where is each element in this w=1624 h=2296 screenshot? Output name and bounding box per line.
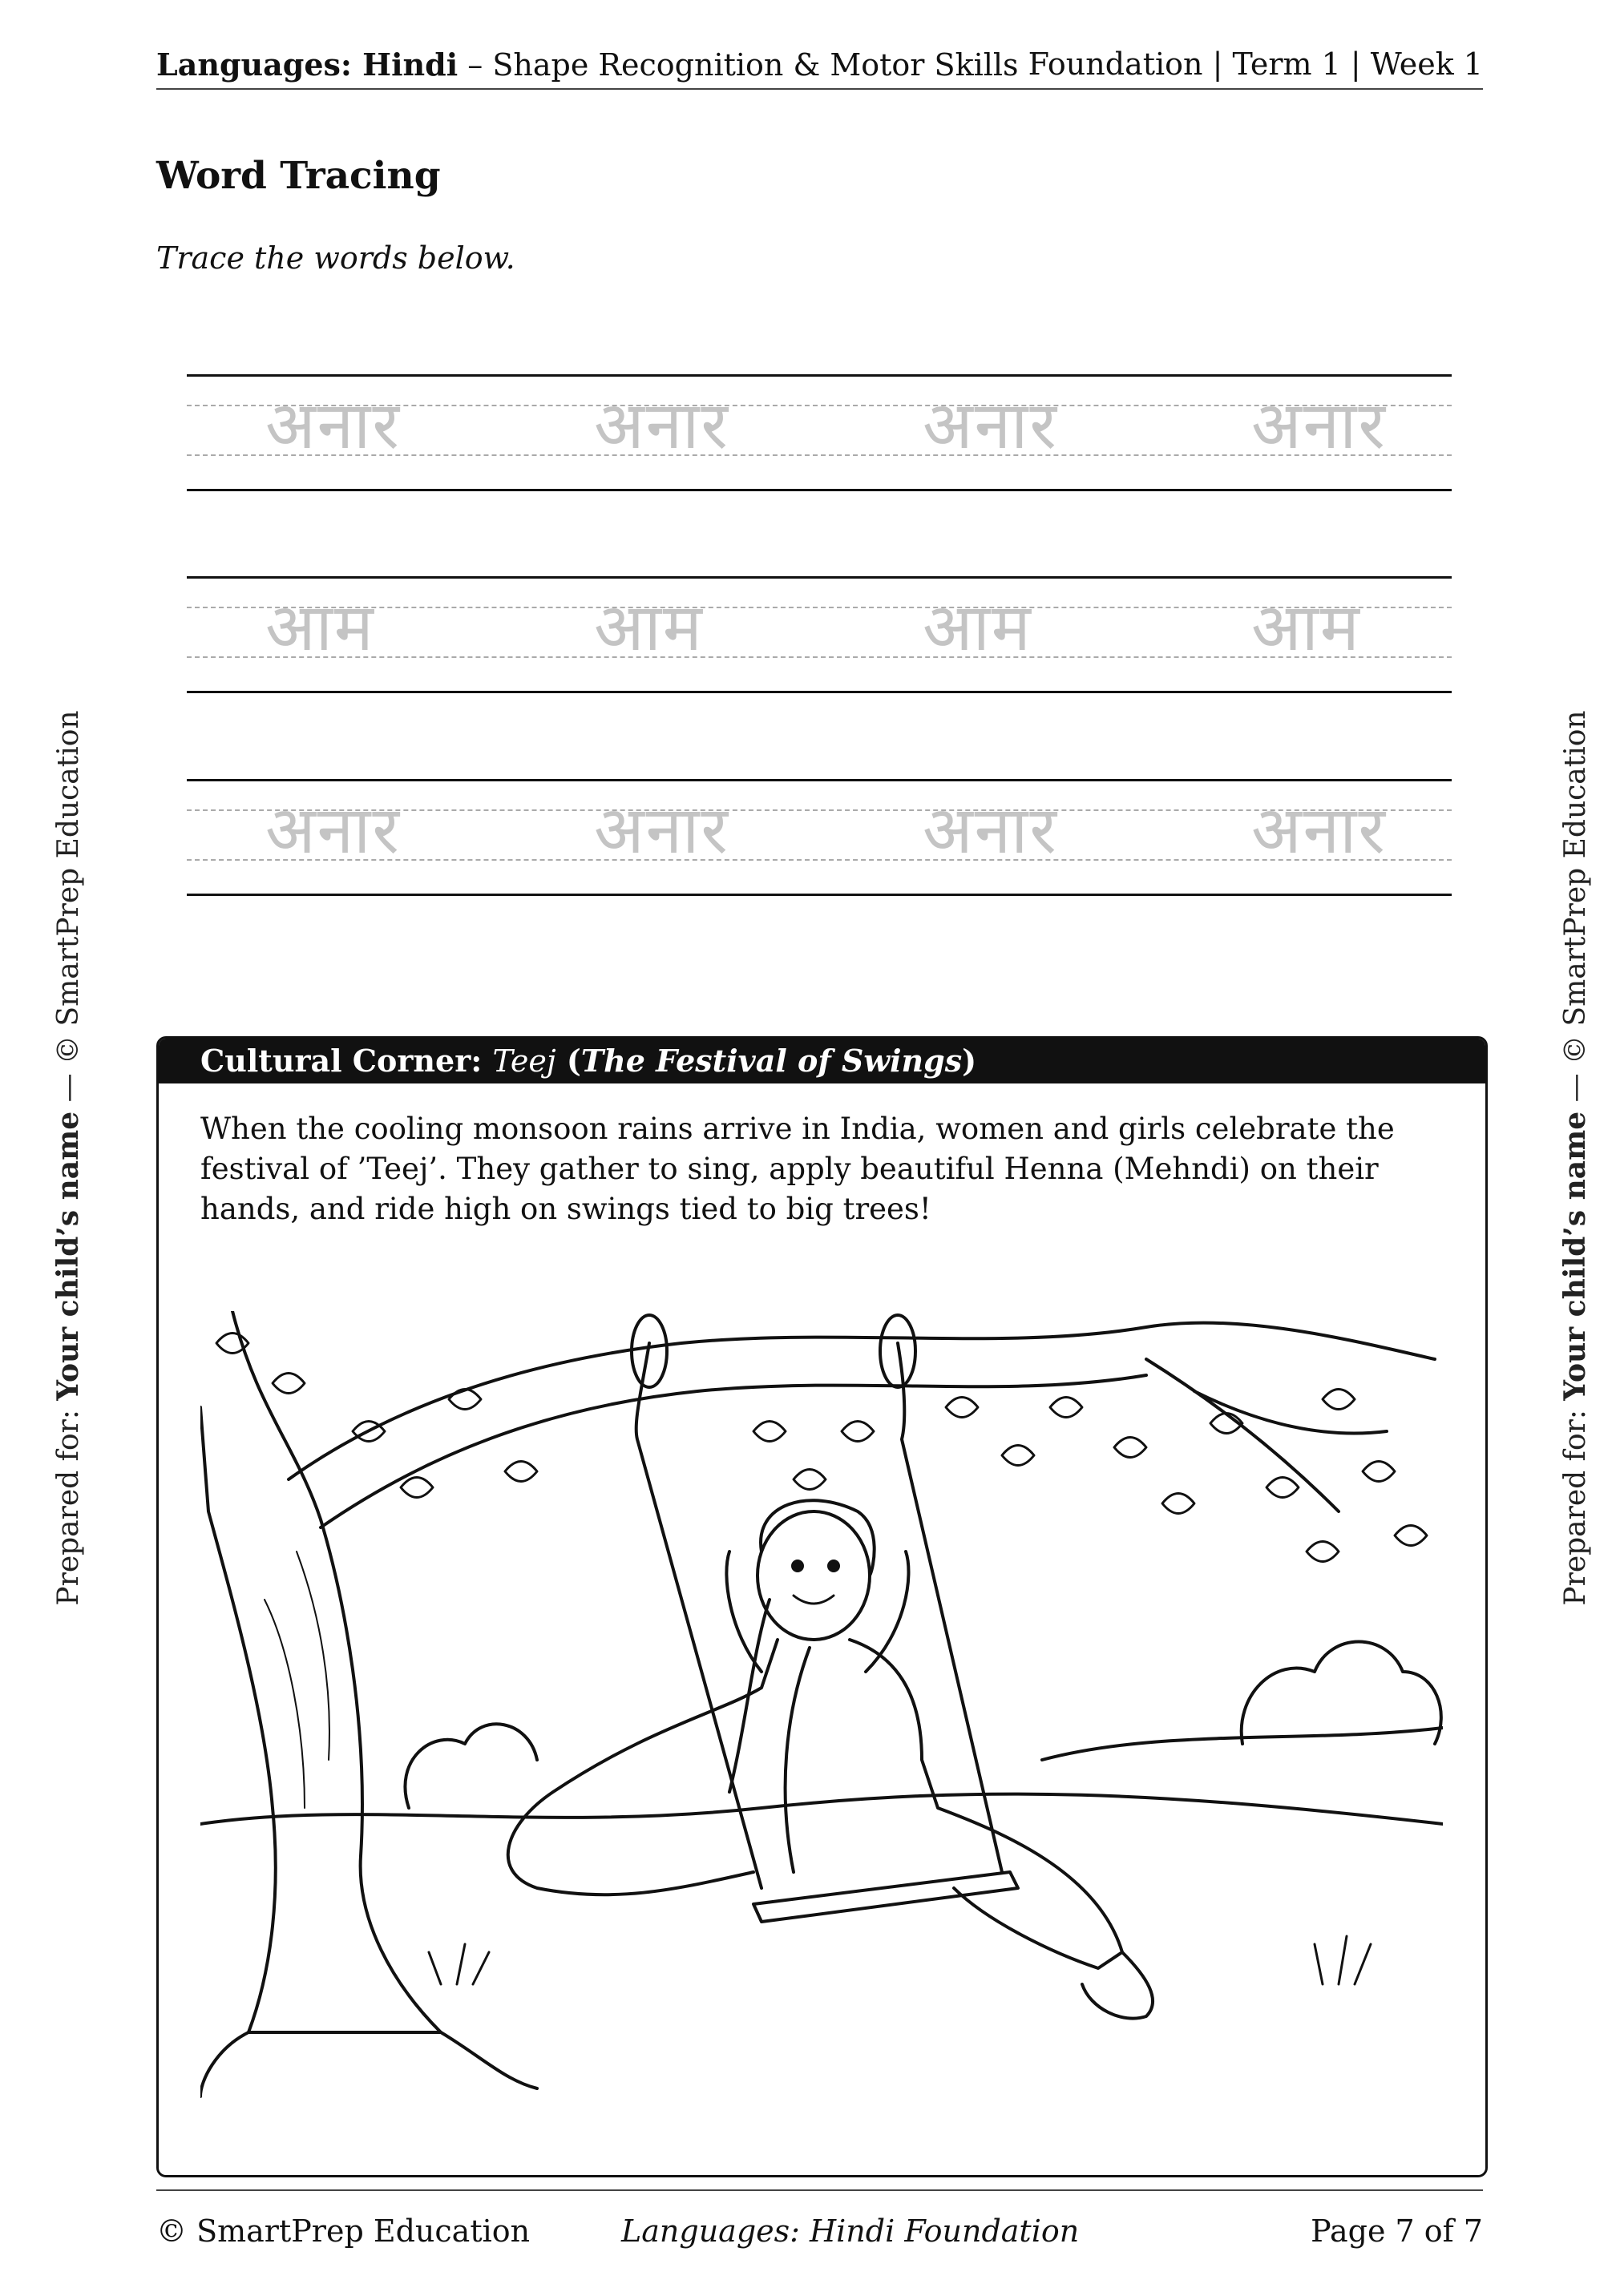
paren-open: ( — [555, 1043, 581, 1079]
header-subject — [156, 46, 1019, 83]
top-rule — [187, 374, 1452, 377]
teej-swing-illustration — [200, 1311, 1443, 2137]
leaves — [216, 1334, 1427, 1562]
trace-words — [187, 795, 1452, 867]
tracing-row-2[interactable] — [187, 576, 1452, 693]
tree-trunk — [200, 1311, 441, 2032]
prepared-for-label — [51, 710, 85, 1605]
instruction-text: Trace the words below. — [156, 240, 515, 276]
festival-subtitle: The Festival of Swings — [580, 1043, 963, 1079]
section-title: Word Tracing — [156, 154, 441, 198]
cultural-corner-box — [156, 1036, 1488, 2177]
trace-word: अनार — [1251, 388, 1387, 464]
header-subject-bold: Languages: Hindi — [156, 46, 459, 83]
cultural-corner-title — [159, 1039, 1485, 1083]
trace-word: अनार — [923, 793, 1058, 869]
tracing-row-1[interactable] — [187, 374, 1452, 491]
page-header — [156, 42, 1483, 90]
trace-word: आम — [265, 590, 375, 666]
trace-word: अनार — [594, 388, 729, 464]
paren-close: ) — [962, 1043, 977, 1079]
background-bush — [405, 1724, 537, 1808]
trace-word: अनार — [1251, 793, 1387, 869]
cultural-corner-paragraph: When the cooling monsoon rains arrive in India, women and girls celebrate the festival of ’Teej’. They gather to sing, apply beautiful Henna (Mehndi) on their hands, and ride high on swings tied to big trees! — [200, 1112, 1395, 1226]
child-name: Your child’s name — [1558, 1111, 1592, 1401]
header-subject-rest: – Shape Recognition & Motor Skills — [458, 47, 1019, 83]
page-footer — [156, 2189, 1483, 2263]
girl-figure — [508, 1500, 1153, 2018]
trace-word: आम — [923, 590, 1032, 666]
bottom-rule — [187, 691, 1452, 693]
trace-word: अनार — [265, 793, 401, 869]
footer-page-number: Page 7 of 7 — [1311, 2213, 1483, 2249]
prepared-prefix: Prepared for: — [52, 1400, 85, 1606]
festival-name: Teej — [492, 1043, 556, 1079]
left-margin-label — [44, 0, 92, 2296]
right-margin-label — [1551, 0, 1599, 2296]
child-name: Your child’s name — [51, 1111, 85, 1401]
prepared-for-label — [1558, 710, 1592, 1605]
trace-word: अनार — [265, 388, 401, 464]
swing-seat — [753, 1872, 1018, 1922]
prepared-suffix: — © SmartPrep Education — [1559, 710, 1592, 1112]
background-bush — [1242, 1642, 1441, 1745]
trace-word: अनार — [594, 793, 729, 869]
prepared-prefix: Prepared for: — [1559, 1400, 1592, 1606]
trace-words — [187, 390, 1452, 462]
top-rule — [187, 576, 1452, 579]
footer-course: Languages: Hindi Foundation — [621, 2213, 1080, 2249]
trace-words — [187, 592, 1452, 664]
corner-label: Cultural Corner: — [200, 1043, 493, 1079]
bottom-rule — [187, 894, 1452, 896]
top-rule — [187, 779, 1452, 781]
header-level: Foundation | Term 1 | Week 1 — [1028, 46, 1483, 82]
trace-word: अनार — [923, 388, 1058, 464]
prepared-suffix: — © SmartPrep Education — [52, 710, 85, 1112]
trace-word: आम — [594, 590, 704, 666]
bottom-rule — [187, 489, 1452, 491]
tree-branch — [289, 1323, 1435, 1479]
footer-copyright: © SmartPrep Education — [156, 2213, 531, 2249]
ground-line — [200, 1794, 1443, 1824]
swing-rope-left — [636, 1343, 762, 1888]
tracing-row-3[interactable] — [187, 779, 1452, 896]
trace-word: आम — [1251, 590, 1361, 666]
